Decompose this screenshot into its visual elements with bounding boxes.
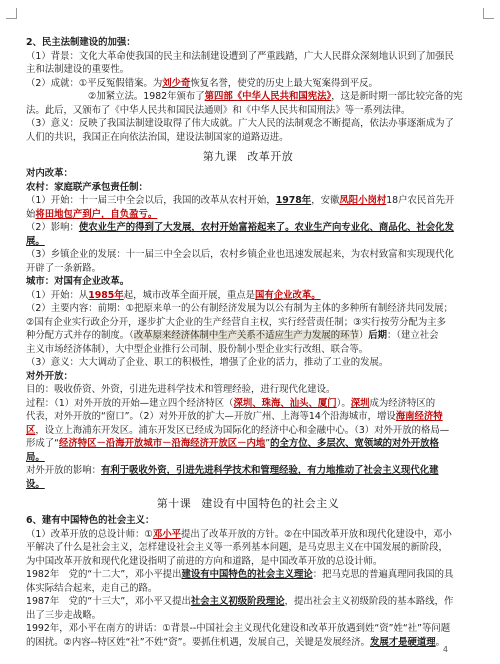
section-heading: 对内改革： — [26, 168, 73, 179]
paragraph: 为中国改革开放和现代化建设指明了前进的方向和道路，是中国改革开放的总设计师。 — [26, 555, 383, 567]
crop-mark-top-right — [483, 8, 494, 19]
paragraph: 主义市场经济体制），大中型企业推行公司制、股份制小型企业实行改组、联合等。 — [26, 343, 369, 355]
section-heading: 2、民主法制建设的加强： — [26, 37, 136, 48]
paragraph: （2）主要内容：前期：①把原来单一的公有制经济发展为以公有制为主体的多种所有制经济共同发展； — [26, 303, 453, 314]
paragraph: 种分配方式并存的制度。（改革原来经济体制中生产关系不适应生产力发展的环节）后期：（建立社会 — [26, 330, 439, 341]
section-heading: 6、建有中国特色的社会主义： — [26, 515, 155, 526]
paragraph: （3）乡镇企业的发展：十一届三中全会以后，农村乡镇企业也迅速发展起来，为农村致富和实现现代化 — [26, 249, 454, 260]
paragraph: 代表，对外开放的“窗口”。（2）对外开放的扩大—开放广州、上海等14个沿海城市，增设海南经济特 — [26, 411, 443, 422]
paragraph: 始将田地包产到户，自负盈亏。 — [26, 208, 158, 220]
paragraph: 局。 — [26, 451, 45, 463]
crop-mark-top-left — [6, 8, 17, 19]
paragraph: 设。 — [26, 478, 45, 490]
paragraph: 主和法制建设的重要性。 — [26, 64, 130, 75]
paragraph: 法。此后，又颁布了《中华人民共和国民法通则》和《中华人民共和国刑法》等一系列法律。 — [26, 104, 411, 116]
sub-heading: 城市：对国有企业改革。 — [26, 276, 130, 287]
paragraph: （1）开始：从1985年起，城市改革全面开展，重点是国有企业改革。 — [26, 289, 321, 301]
paragraph: （3）意义：反映了我国法制建设取得了伟大成就。广大人民的法制观念不断提高，依法办事逐渐成为了 — [26, 118, 454, 129]
paragraph: 展。 — [26, 235, 45, 247]
paragraph: （1）背景：文化大革命使我国的民主和法制建设遭到了严重践踏，广大人民群众深刻地认识到了加强民 — [26, 50, 454, 62]
page-number: 4 — [442, 645, 448, 654]
paragraph: （3）意义：大大调动了企业、职工的积极性，增强了企业的活力，推动了工业的发展。 — [26, 357, 389, 368]
sub-heading: 对外开放： — [26, 370, 73, 382]
paragraph: 人们的共识，我国正在向依法治国，建设法制国家的道路迈进。 — [26, 131, 289, 143]
paragraph: 出了三步走战略。 — [26, 609, 102, 621]
paragraph: 的困扰。②内容--特区姓“社”不姓“资”。要抓住机遇，发展自己，关键是发展经济。发展才是硬道理。 — [26, 636, 446, 648]
paragraph: （1）改革开放的总设计师：①邓小平提出了改革开放的方针。②在中国改革开放和现代化建设中，邓小 — [26, 528, 452, 540]
paragraph: 1987年 党的“十三大”，邓小平又提出社会主义初级阶段理论，提出社会主义初级阶段的基本路线，作 — [26, 596, 454, 607]
paragraph: 对外开放的影响：有利于吸收外资，引进先进科学技术和管理经验，有力地推动了社会主义现代化建 — [26, 465, 439, 476]
paragraph: （1）开始：十一届三中全会以后，我国的改革从农村开始，1978年，安徽凤阳小岗村18户农民首先开 — [26, 195, 455, 206]
paragraph: ②国有企业实行政企分开，逐步扩大企业的生产经营自主权，实行经营责任制；③实行按劳分配为主多 — [26, 316, 446, 328]
paragraph: 开辟了一条新路。 — [26, 262, 102, 274]
paragraph: 过程：（1）对外开放的开始—建立四个经济特区（深圳、珠海、汕头、厦门）。深圳成为经济特区的 — [26, 397, 436, 409]
sub-heading: 农村：家庭联产承包责任制： — [26, 181, 148, 193]
paragraph: 平解决了什么是社会主义，怎样建设社会主义等一系列基本问题，是马克思主义在中国发展的新阶段， — [26, 542, 448, 553]
paragraph: 区，设立上海浦东开发区。浦东开发区已经成为国际化的经济中心和金融中心。（3）对外开放的格局— — [26, 424, 450, 436]
paragraph: （2）成就：①平反冤假错案。为刘少奇恢复名誉，使党的历史上最大冤案得到平反。 — [26, 77, 378, 89]
lesson-title: 第九课 改革开放 — [202, 150, 294, 163]
paragraph: 目的：吸收侨资、外资，引进先进科学技术和管理经验，进行现代化建设。 — [26, 384, 336, 395]
paragraph: ②加紧立法。1982年颁布了第四部《中华人民共和国宪法》，这是新时期一部比较完备的宪 — [88, 91, 463, 102]
paragraph: （2）影响：使农业生产的得到了大发展，农村开始富裕起来了。农业生产向专业化、商品化、社会化发 — [26, 222, 454, 233]
paragraph: 体实际结合起来，走自己的路。 — [26, 582, 158, 594]
paragraph: 形成了“经济特区－沿海开放城市－沿海经济开放区－内地”的全方位、多层次、宽领域的对外开放格 — [26, 438, 439, 449]
paragraph: 1982年 党的“十二大”，邓小平提出建设有中国特色的社会主义理论：把马克思的普遍真理同我国的具 — [26, 569, 454, 580]
lesson-title: 第十课 建设有中国特色的社会主义 — [156, 497, 340, 510]
paragraph: 1992年，邓小平在南方的讲话：①背景--中国社会主义现代化建设和改革开放遇到姓“资”姓“社”等问题 — [26, 623, 451, 634]
